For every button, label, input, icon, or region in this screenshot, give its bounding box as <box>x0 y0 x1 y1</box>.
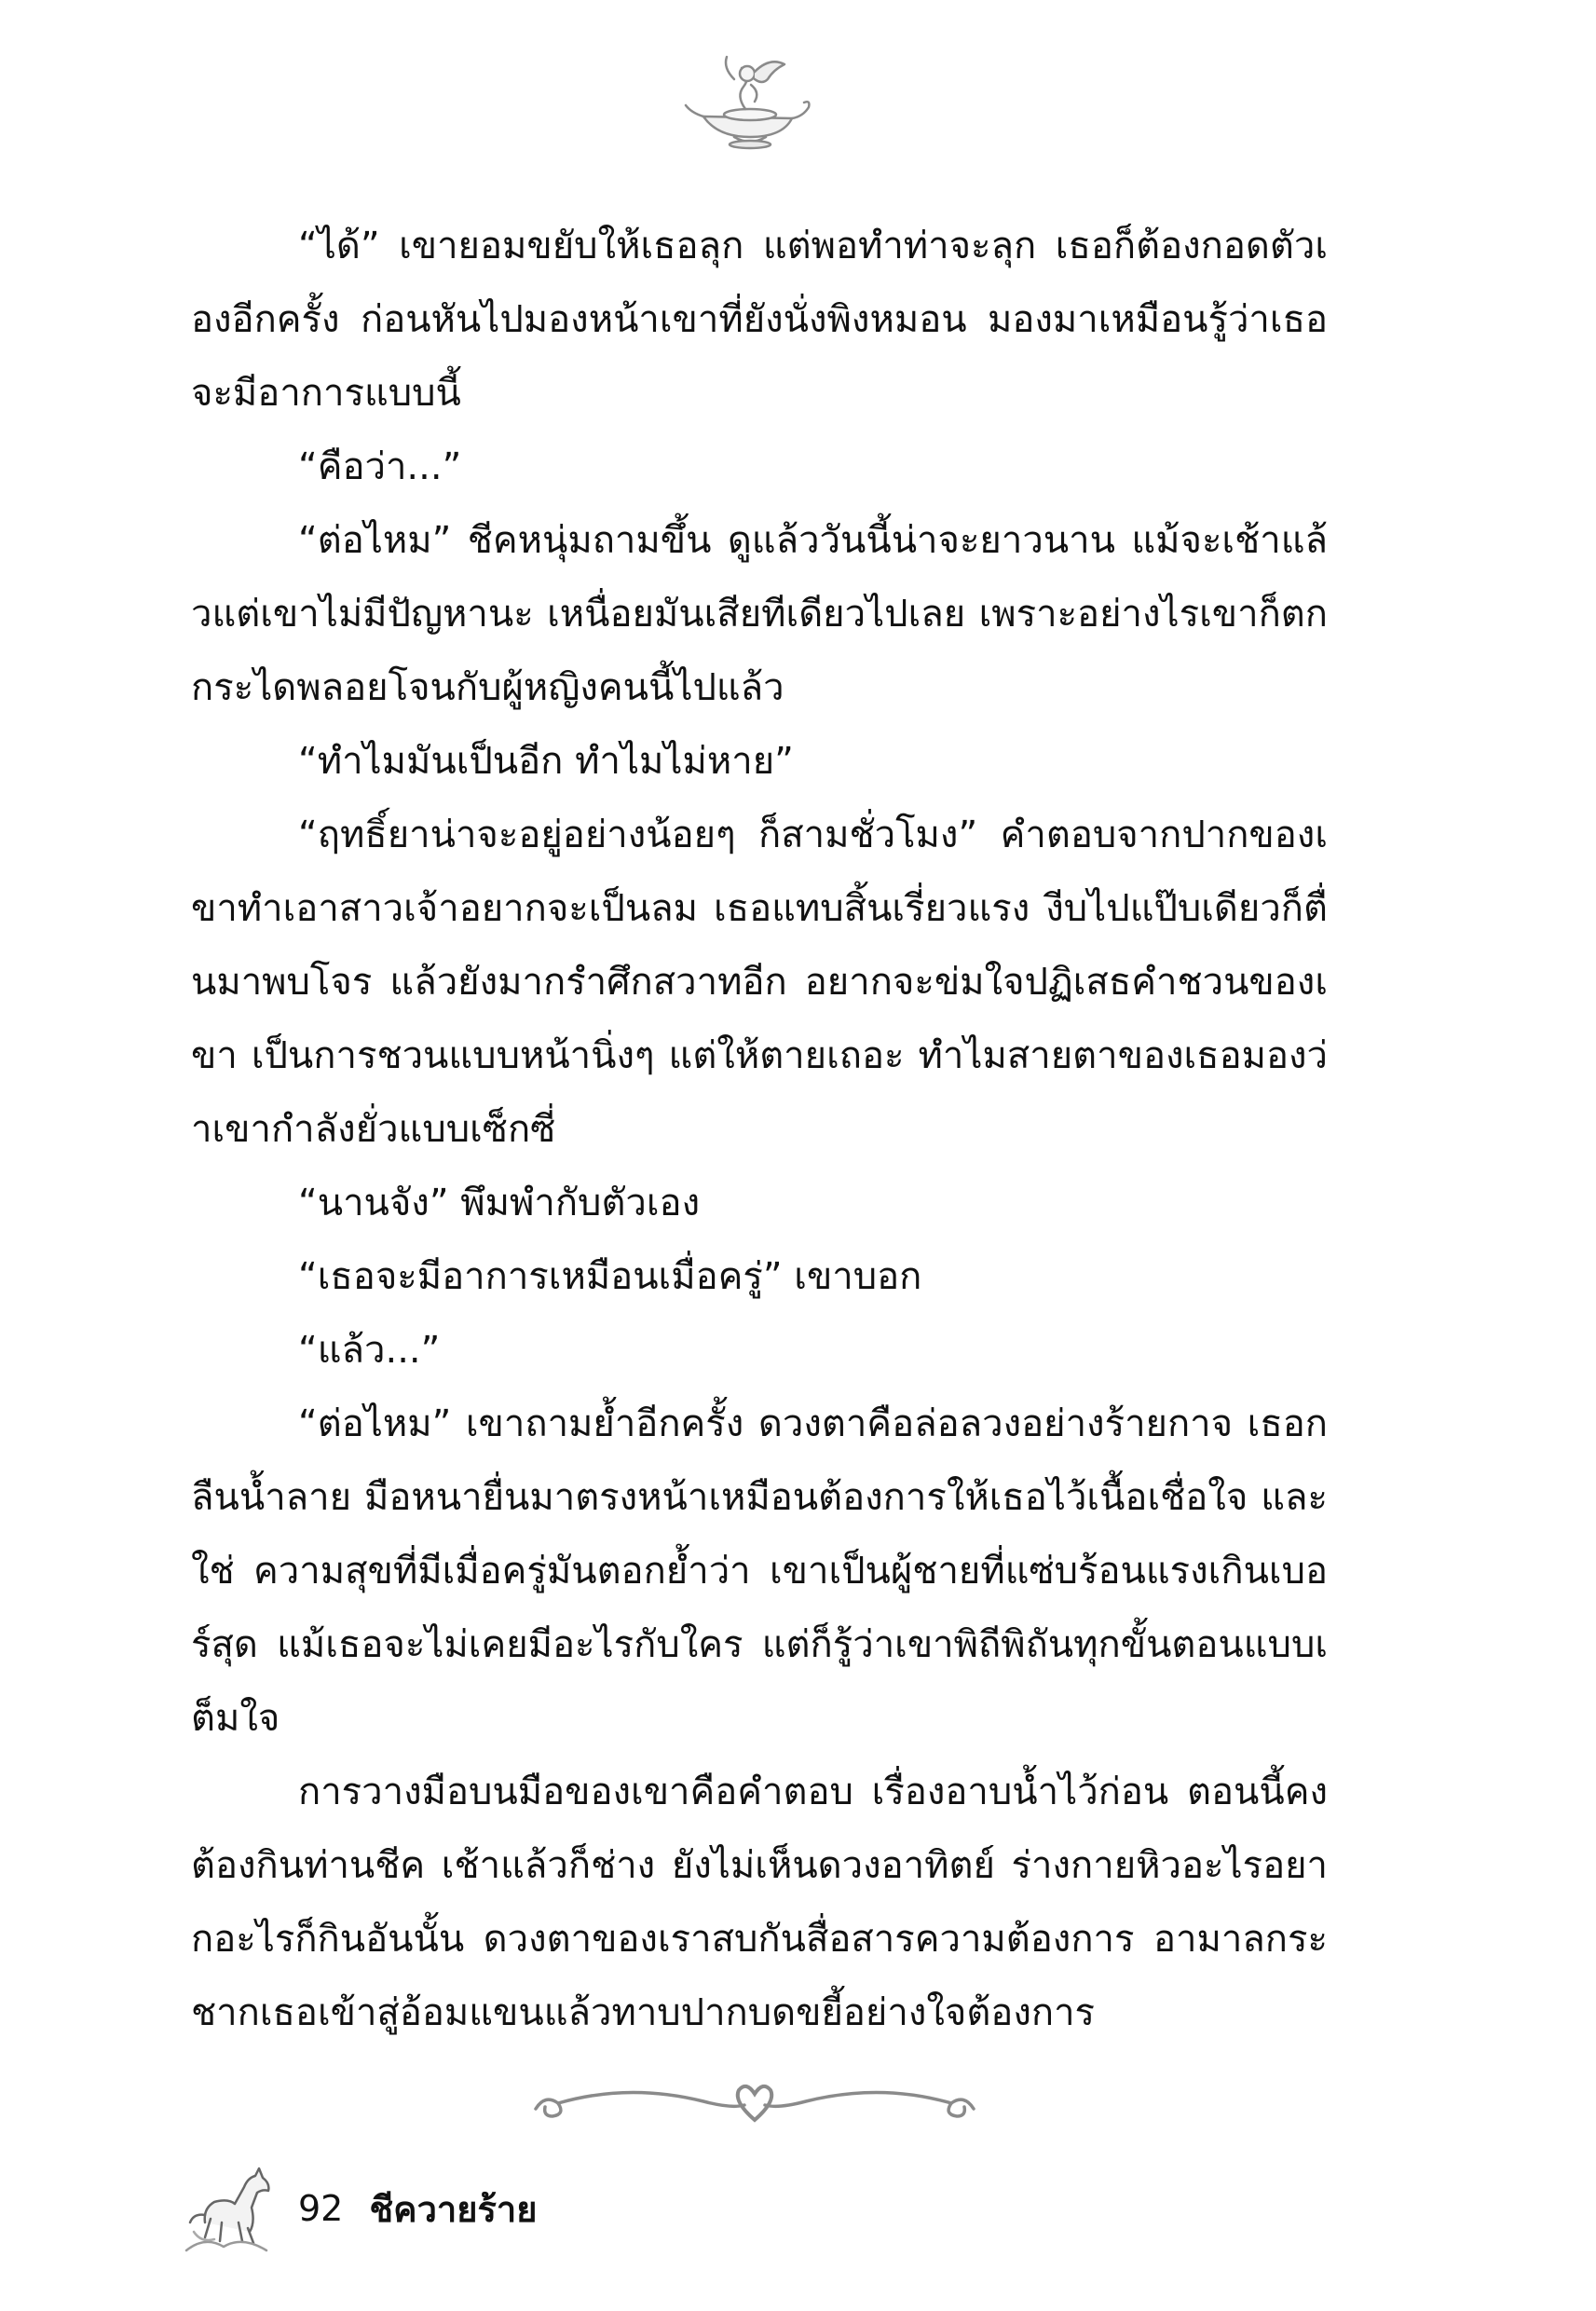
paragraph: “แล้ว...” <box>298 1329 441 1372</box>
heart-flourish-divider <box>517 2073 992 2139</box>
paragraph: “ทำไมมันเป็นอีก ทำไมไม่หาย” <box>298 740 794 783</box>
paragraph: การวางมือบนมือของเขาคือคำตอบ เรื่องอาบน้ำไว้ก่อน ตอนนี้คงต้องกินท่านชีค เช้าแล้วก็ช่าง ยังไม่เห็นดวงอาทิตย์ ร่างกายหิวอะไรอยากอะไรก็กินอันนั้น ดวงตาของเราสบกันสื่อสารความต้องการ อามาลกระชากเธอเข้าสู่อ้อมแขนแล้วทาบปากบดขยี้อย่างใจต้องการ <box>191 1771 1328 2034</box>
story-text <box>191 210 1328 2050</box>
paragraph: “ต่อไหม” ชีคหนุ่มถามขึ้น ดูแล้ววันนี้น่าจะยาวนาน แม้จะเช้าแล้วแต่เขาไม่มีปัญหานะ เหนื่อยมันเสียทีเดียวไปเลย เพราะอย่างไรเขาก็ตกกระไดพลอยโจนกับผู้หญิงคนนี้ไปแล้ว <box>191 519 1328 709</box>
paragraph: “ฤทธิ์ยาน่าจะอยู่อย่างน้อยๆ ก็สามชั่วโมง” คำตอบจากปากของเขาทำเอาสาวเจ้าอยากจะเป็นลม เธอแทบสิ้นเรี่ยวแรง งีบไปแป๊บเดียวก็ตื่นมาพบโจร แล้วยังมากรำศึกสวาทอีก อยากจะข่มใจปฏิเสธคำชวนของเขา เป็นการชวนแบบหน้านิ่งๆ แต่ให้ตายเถอะ ทำไมสายตาของเธอมองว่าเขากำลังยั่วแบบเซ็กซี่ <box>191 814 1328 1151</box>
paragraph: “เธอจะมีอาการเหมือนเมื่อครู่” เขาบอก <box>298 1255 922 1298</box>
page-footer <box>177 2157 538 2260</box>
paragraph: “นานจัง” พึมพำกับตัวเอง <box>298 1182 701 1224</box>
page-number: 92 <box>298 2188 344 2229</box>
paragraph: “ได้” เขายอมขยับให้เธอลุก แต่พอทำท่าจะลุก เธอก็ต้องกอดตัวเองอีกครั้ง ก่อนหันไปมองหน้าเขาที่ยังนั่งพิงหมอน มองมาเหมือนรู้ว่าเธอจะมีอาการแบบนี้ <box>191 225 1328 415</box>
paragraph: “ต่อไหม” เขาถามย้ำอีกครั้ง ดวงตาคือล่อลวงอย่างร้ายกาจ เธอกลืนน้ำลาย มือหนายื่นมาตรงหน้าเหมือนต้องการให้เธอไว้เนื้อเชื่อใจ และใช่ ความสุขที่มีเมื่อครู่มันตอกย้ำว่า เขาเป็นผู้ชายที่แซ่บร้อนแรงเกินเบอร์สุด แม้เธอจะไม่เคยมีอะไรกับใคร แต่ก็รู้ว่าเขาพิถีพิถันทุกขั้นตอนแบบเต็มใจ <box>191 1402 1328 1740</box>
magic-lamp-cupid-ornament <box>680 51 820 154</box>
book-title: ชีควายร้าย <box>369 2188 538 2230</box>
horse-icon <box>177 2157 280 2260</box>
paragraph: “คือว่า...” <box>298 445 462 488</box>
